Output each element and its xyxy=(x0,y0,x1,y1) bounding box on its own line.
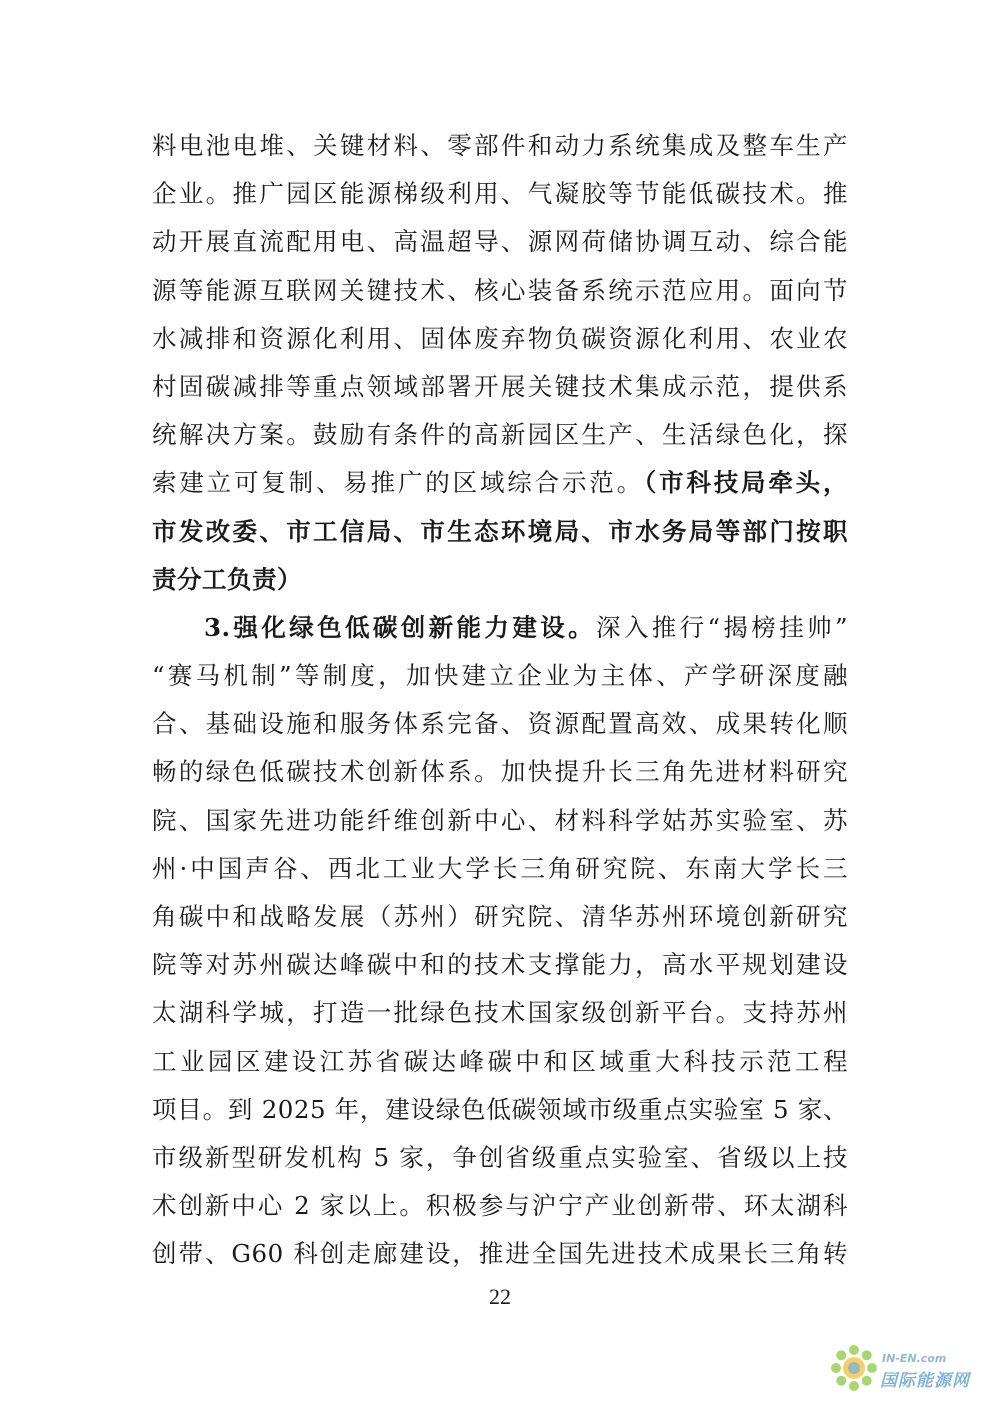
text-line: 院、国家先进功能纤维创新中心、材料科学姑苏实验室、苏 xyxy=(152,805,848,835)
text-line: “赛马机制”等制度，加快建立企业为主体、产学研深度融 xyxy=(152,661,848,691)
text-line: 料电池电堆、关键材料、零部件和动力系统集成及整车生产 xyxy=(152,131,848,160)
page-number: 22 xyxy=(489,1284,511,1309)
text-line: 合、基础设施和服务体系完备、资源配置高效、成果转化顺 xyxy=(152,709,848,739)
watermark-logo xyxy=(826,1340,976,1396)
text-segment: 深入推行“揭榜挂帅” xyxy=(595,612,848,642)
text-line: 州·中国声谷、西北工业大学长三角研究院、东南大学长三 xyxy=(152,853,848,883)
text-line: 动开展直流配用电、高温超导、源网荷储协调互动、综合能 xyxy=(152,227,848,257)
text-line: 畅的绿色低碳技术创新体系。加快提升长三角先进材料研究 xyxy=(152,757,848,787)
text-line: 项目。到 2025 年，建设绿色低碳领域市级重点实验室 5 家、 xyxy=(152,1094,848,1124)
section-heading-line xyxy=(152,604,848,652)
responsibility-note-line: 市发改委、市工信局、市生态环境局、市水务局等部门按职 xyxy=(152,516,848,546)
text-line: 村固碳减排等重点领域部署开展关键技术集成示范，提供系 xyxy=(152,371,848,401)
watermark-chinese-text: 国际能源网 xyxy=(880,1371,970,1391)
text-segment: 索建立可复制、易推广的区域综合示范。 xyxy=(152,468,644,498)
text-line: 统解决方案。鼓励有条件的高新园区生产、生活绿色化，探 xyxy=(152,420,848,450)
text-line: 太湖科学城，打造一批绿色技术国家级创新平台。支持苏州 xyxy=(152,998,848,1028)
text-line: 术创新中心 2 家以上。积极参与沪宁产业创新带、环太湖科 xyxy=(152,1191,848,1221)
text-line xyxy=(152,459,848,507)
responsibility-note: （市科技局牵头， xyxy=(643,468,849,498)
text-line: 院等对苏州碳达峰碳中和的技术支撑能力，高水平规划建设 xyxy=(152,950,848,980)
sunflower-logo-icon xyxy=(826,1340,882,1396)
text-line: 源等能源互联网关键技术、核心装备系统示范应用。面向节 xyxy=(152,275,848,305)
watermark-latin-text: IN-EN.com xyxy=(882,1352,947,1365)
text-line: 市级新型研发机构 5 家，争创省级重点实验室、省级以上技 xyxy=(152,1142,848,1172)
text-line: 企业。推广园区能源梯级利用、气凝胶等节能低碳技术。推 xyxy=(152,179,848,209)
responsibility-note-line: 责分工负责） xyxy=(152,564,302,594)
section-heading: 3.强化绿色低碳创新能力建设。 xyxy=(204,612,596,642)
text-line: 水减排和资源化利用、固体废弃物负碳资源化利用、农业农 xyxy=(152,323,848,353)
text-line: 创带、G60 科创走廊建设，推进全国先进技术成果长三角转 xyxy=(152,1239,848,1269)
document-body xyxy=(152,122,848,1279)
text-line: 角碳中和战略发展（苏州）研究院、清华苏州环境创新研究 xyxy=(152,902,848,931)
text-line: 工业园区建设江苏省碳达峰碳中和区域重大科技示范工程 xyxy=(152,1046,848,1076)
